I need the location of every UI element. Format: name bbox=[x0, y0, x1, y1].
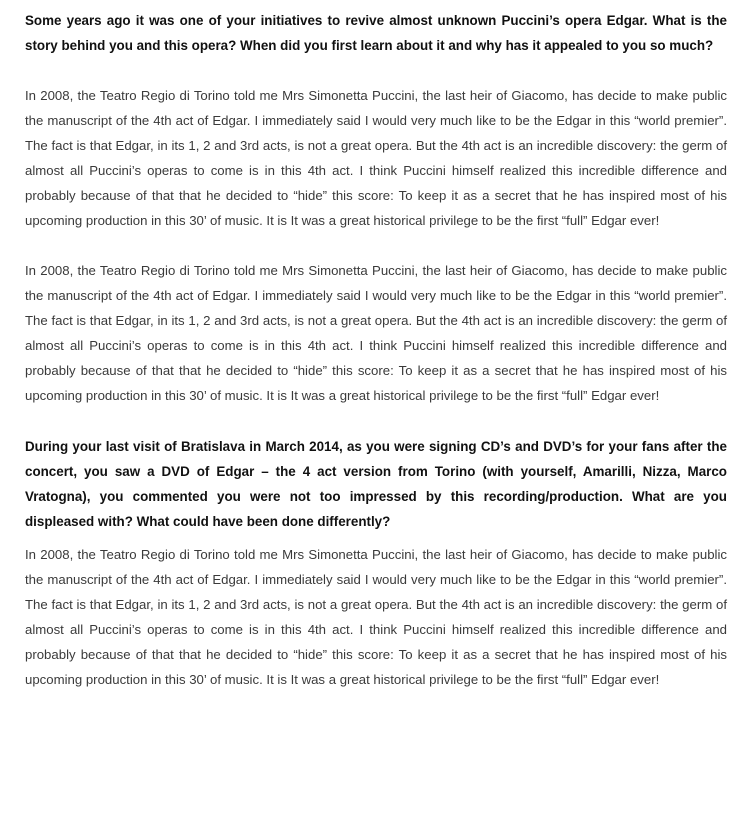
answer-paragraph: In 2008, the Teatro Regio di Torino told me Mrs Simonetta Puccini, the last heir of Giacomo, has decide to make public the manuscript of the 4th act of Edgar. I immediately said I would very much like to be the Edgar in this “world premier”. The fact is that Edgar, in its 1, 2 and 3rd acts, is not a great opera. But the 4th act is an incredible discovery: the germ of almost all Puccini’s operas to come is in this 4th act. I think Puccini himself realized this incredible difference and probably because of that that he decided to “hide” this score: To keep it as a secret that he has inspired most of his upcoming production in this 30’ of music. It is It was a great historical privilege to be the first “full” Edgar ever! bbox=[25, 88, 727, 228]
paragraph-spacer bbox=[25, 408, 727, 434]
paragraph-spacer bbox=[25, 534, 727, 542]
answer-paragraph: In 2008, the Teatro Regio di Torino told me Mrs Simonetta Puccini, the last heir of Giacomo, has decide to make public the manuscript of the 4th act of Edgar. I immediately said I would very much like to be the Edgar in this “world premier”. The fact is that Edgar, in its 1, 2 and 3rd acts, is not a great opera. But the 4th act is an incredible discovery: the germ of almost all Puccini’s operas to come is in this 4th act. I think Puccini himself realized this incredible difference and probably because of that that he decided to “hide” this score: To keep it as a secret that he has inspired most of his upcoming production in this 30’ of music. It is It was a great historical privilege to be the first “full” Edgar ever! bbox=[25, 547, 727, 687]
answer-paragraph: In 2008, the Teatro Regio di Torino told me Mrs Simonetta Puccini, the last heir of Giacomo, has decide to make public the manuscript of the 4th act of Edgar. I immediately said I would very much like to be the Edgar in this “world premier”. The fact is that Edgar, in its 1, 2 and 3rd acts, is not a great opera. But the 4th act is an incredible discovery: the germ of almost all Puccini’s operas to come is in this 4th act. I think Puccini himself realized this incredible difference and probably because of that that he decided to “hide” this score: To keep it as a secret that he has inspired most of his upcoming production in this 30’ of music. It is It was a great historical privilege to be the first “full” Edgar ever! bbox=[25, 263, 727, 403]
interview-article bbox=[25, 8, 727, 692]
question-paragraph: Some years ago it was one of your initiatives to revive almost unknown Puccini’s opera Edgar. What is the story behind you and this opera? When did you first learn about it and why has it appealed to you so much? bbox=[25, 13, 727, 53]
paragraph-spacer bbox=[25, 58, 727, 83]
paragraph-spacer bbox=[25, 233, 727, 258]
question-paragraph: During your last visit of Bratislava in March 2014, as you were signing CD’s and DVD’s for your fans after the concert, you saw a DVD of Edgar – the 4 act version from Torino (with yourself, Amarilli, Nizza, Marco Vratogna), you commented you were not too impressed by this recording/production. What are you displeased with? What could have been done differently? bbox=[25, 439, 727, 529]
